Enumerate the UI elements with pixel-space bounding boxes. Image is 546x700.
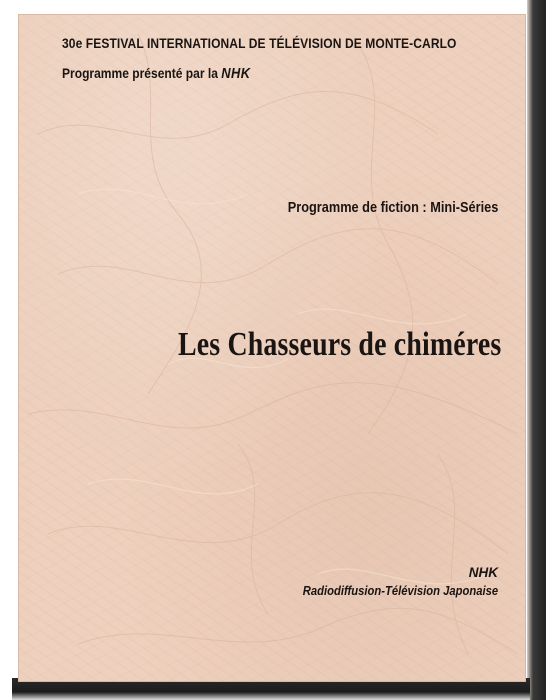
scan-background-strip <box>527 0 546 700</box>
festival-heading: 30e FESTIVAL INTERNATIONAL DE TÉLÉVISION DE MONTE-CARLO <box>62 35 457 51</box>
presented-by-line <box>62 65 251 82</box>
publisher-name: NHK <box>468 565 498 580</box>
presented-by-text: Programme présenté par la <box>62 65 222 81</box>
nhk-inline-name: NHK <box>221 65 251 82</box>
program-title: Les Chasseurs de chiméres <box>177 326 501 363</box>
publisher-full-name: Radiodiffusion-Télévision Japonaise <box>302 584 498 598</box>
program-category: Programme de fiction : Mini-Séries <box>287 200 498 216</box>
